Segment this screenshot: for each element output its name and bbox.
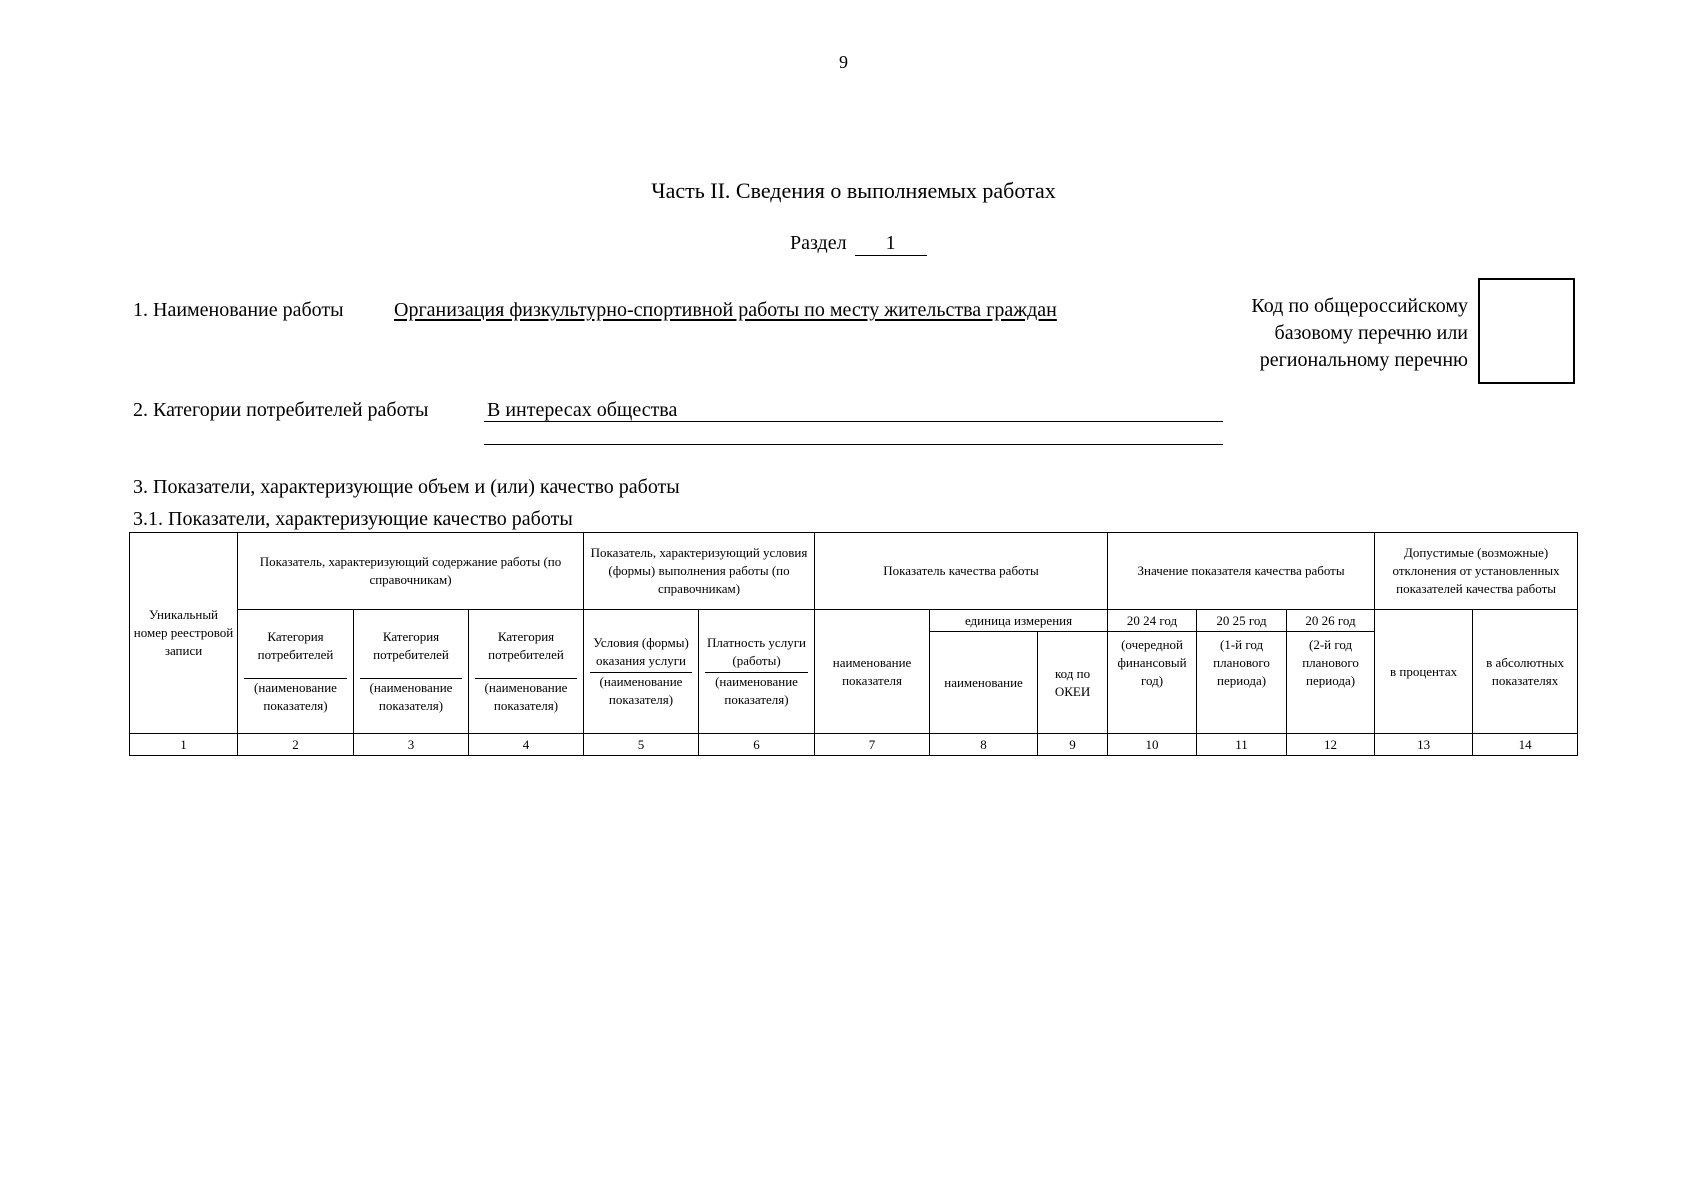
col-number: 14 (1473, 734, 1578, 756)
part-title: Часть II. Сведения о выполняемых работах (651, 178, 1056, 203)
header-content: Показатель, характеризующий содержание работы (по справочникам) (238, 533, 584, 610)
cell-year-2-bottom: (1-й год планового периода) (1197, 632, 1287, 734)
cell-quality-name: наименование показателя (815, 610, 930, 734)
cell-deviation-percent: в процентах (1375, 610, 1473, 734)
quality-indicators-table (129, 532, 1578, 756)
page-number: 9 (839, 52, 848, 72)
section-line (790, 232, 927, 256)
cell-year-3-bottom: (2-й год планового периода) (1287, 632, 1375, 734)
col-number: 3 (354, 734, 469, 756)
col-number: 12 (1287, 734, 1375, 756)
cell-year-1-bottom: (очередной финансовый год) (1108, 632, 1197, 734)
heading-3: 3. Показатели, характеризующие объем и (или) качество работы (133, 476, 680, 498)
col-number: 5 (584, 734, 699, 756)
consumers-underline-2 (484, 444, 1223, 445)
col-number: 6 (699, 734, 815, 756)
cell-year-3-top: 20 26 год (1287, 610, 1375, 632)
header-unique-number: Уникальный номер реестровой записи (130, 533, 238, 734)
col-number: 11 (1197, 734, 1287, 756)
cell-year-2-top: 20 25 год (1197, 610, 1287, 632)
cell-unit-code: код по ОКЕИ (1038, 632, 1108, 734)
col-number: 7 (815, 734, 930, 756)
cell-category-3: Категория потребителей (наименование показателя) (469, 610, 584, 734)
code-label-line2: базовому перечню или (1274, 322, 1468, 344)
col-number: 10 (1108, 734, 1197, 756)
header-quality: Показатель качества работы (815, 533, 1108, 610)
col-number: 9 (1038, 734, 1108, 756)
cell-category-1: Категория потребителей (наименование показателя) (238, 610, 354, 734)
col-number: 1 (130, 734, 238, 756)
consumers-underline-1 (484, 421, 1223, 422)
cell-category-2: Категория потребителей (наименование показателя) (354, 610, 469, 734)
section-value: 1 (855, 232, 927, 256)
consumers-value: В интересах общества (487, 399, 678, 421)
table-header-row-2 (130, 610, 1578, 632)
code-label-line1: Код по общероссийскому (1251, 295, 1468, 317)
section-label: Раздел (790, 232, 847, 254)
header-conditions: Показатель, характеризующий условия (формы) выполнения работы (по справочникам) (584, 533, 815, 610)
col-number: 8 (930, 734, 1038, 756)
header-value: Значение показателя качества работы (1108, 533, 1375, 610)
col-number: 13 (1375, 734, 1473, 756)
cell-deviation-absolute: в абсолютных показателях (1473, 610, 1578, 734)
consumers-label: 2. Категории потребителей работы (133, 399, 429, 421)
col-number: 2 (238, 734, 354, 756)
header-deviation: Допустимые (возможные) отклонения от установленных показателей качества работы (1375, 533, 1578, 610)
code-box (1478, 278, 1575, 384)
cell-unit-name: наименование (930, 632, 1038, 734)
cell-payment: Платность услуги (работы) (наименование показателя) (699, 610, 815, 734)
work-name-value: Организация физкультурно-спортивной работы по месту жительства граждан (394, 299, 1057, 321)
col-number: 4 (469, 734, 584, 756)
table-column-numbers-row (130, 734, 1578, 756)
code-label-line3: региональному перечню (1259, 349, 1468, 371)
code-label (1150, 293, 1468, 374)
heading-3-1: 3.1. Показатели, характеризующие качество работы (133, 508, 573, 530)
cell-unit: единица измерения (930, 610, 1108, 632)
cell-year-1-top: 20 24 год (1108, 610, 1197, 632)
work-name-label: 1. Наименование работы (133, 299, 344, 321)
table-header-row-1 (130, 533, 1578, 610)
cell-conditions: Условия (формы) оказания услуги (наименование показателя) (584, 610, 699, 734)
